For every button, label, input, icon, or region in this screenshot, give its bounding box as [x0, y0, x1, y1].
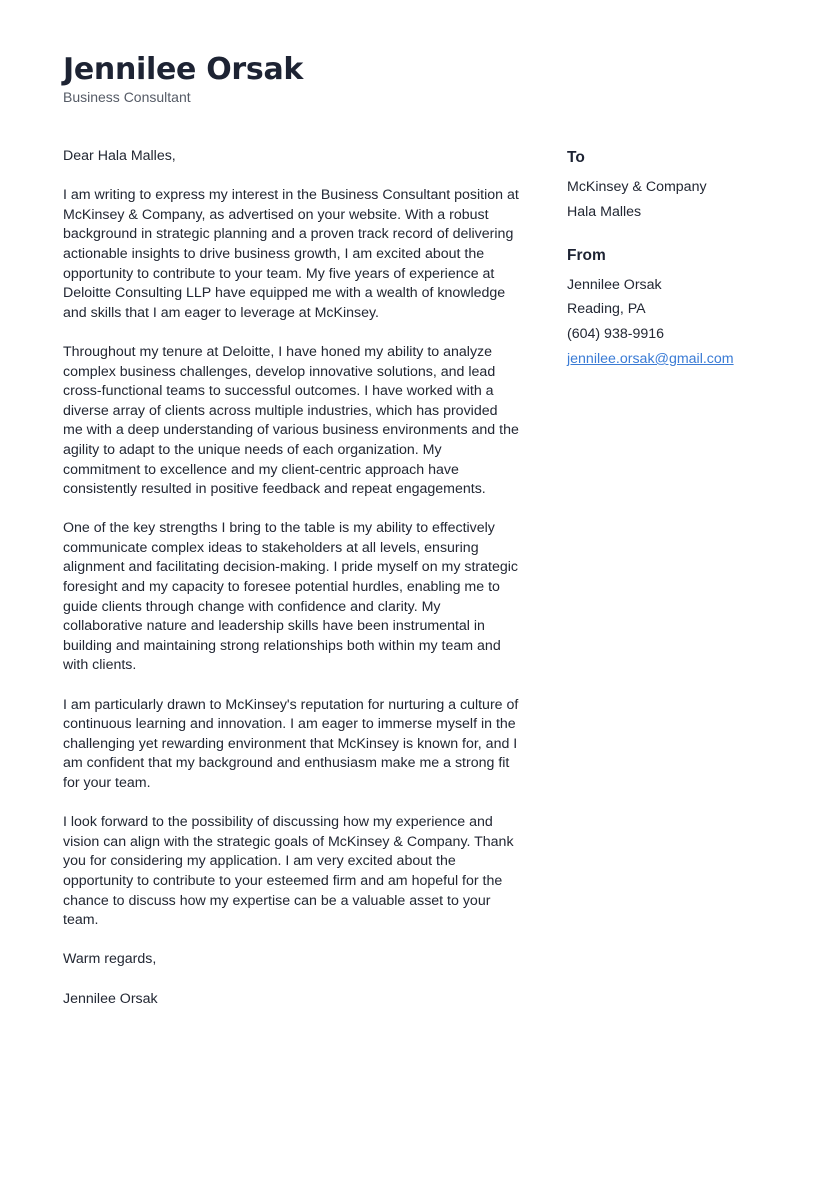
to-section	[567, 147, 797, 225]
sender-email-row	[567, 347, 797, 372]
letter-paragraph: I am particularly drawn to McKinsey's reputation for nurturing a culture of continuous learning and innovation. I am eager to immerse myself in the challenging yet rewarding environment that McKinsey is known for, and I am confident that my background and enthusiasm make me a strong fit for your team.	[63, 696, 519, 791]
recipient-company: McKinsey & Company	[567, 179, 707, 195]
from-section	[567, 245, 797, 372]
signature: Jennilee Orsak	[63, 990, 158, 1007]
applicant-title: Business Consultant	[63, 89, 191, 105]
letter-body	[63, 147, 521, 1029]
header	[63, 52, 303, 106]
sender-location: Reading, PA	[567, 301, 646, 318]
letter-paragraph: Throughout my tenure at Deloitte, I have honed my ability to analyze complex business challenges, develop innovative solutions, and lead cross-functional teams to successful outcomes. I have worked with a diverse array of clients across multiple industries, which has provided me with a deep understanding of various business environments and the agility to adapt to the unique needs of each organization. My commitment to excellence and my client-centric approach have consistently resulted in positive feedback and repeat engagements.	[63, 343, 519, 498]
from-heading: From	[567, 246, 606, 264]
letter-paragraph: I am writing to express my interest in the Business Consultant position at McKinsey & Company, as advertised on your website. With a robust background in strategic planning and a proven track record of delivering actionable insights to drive business growth, I am excited about the opportunity to contribute to your team. My five years of experience at Deloitte Consulting LLP have equipped me with a wealth of knowledge and skills that I am eager to leverage at McKinsey.	[63, 187, 519, 321]
letter-paragraph: One of the key strengths I bring to the table is my ability to effectively communicate complex ideas to stakeholders at all levels, ensuring alignment and facilitating decision-making. I pride myself on my strategic foresight and my capacity to foresee potential hurdles, enabling me to guide clients through change with confidence and clarity. My collaborative nature and leadership skills have been instrumental in building and maintaining strong relationships both within my team and with clients.	[63, 520, 518, 674]
sidebar	[567, 147, 797, 392]
sender-email-link[interactable]: jennilee.orsak@gmail.com	[567, 350, 734, 367]
applicant-name: Jennilee Orsak	[63, 52, 304, 87]
sender-name: Jennilee Orsak	[567, 276, 662, 293]
recipient-name: Hala Malles	[567, 203, 642, 220]
salutation: Dear Hala Malles,	[63, 148, 176, 164]
to-heading: To	[567, 149, 585, 166]
sender-phone: (604) 938-9916	[567, 326, 665, 343]
closing: Warm regards,	[63, 951, 157, 968]
letter-paragraph: I look forward to the possibility of discussing how my experience and vision can align with the strategic goals of McKinsey & Company. Thank you for considering my application. I am very excited about the opportunity to contribute to your esteemed firm and am hopeful for the chance to discuss how my expertise can be a valuable asset to your team.	[63, 814, 514, 929]
